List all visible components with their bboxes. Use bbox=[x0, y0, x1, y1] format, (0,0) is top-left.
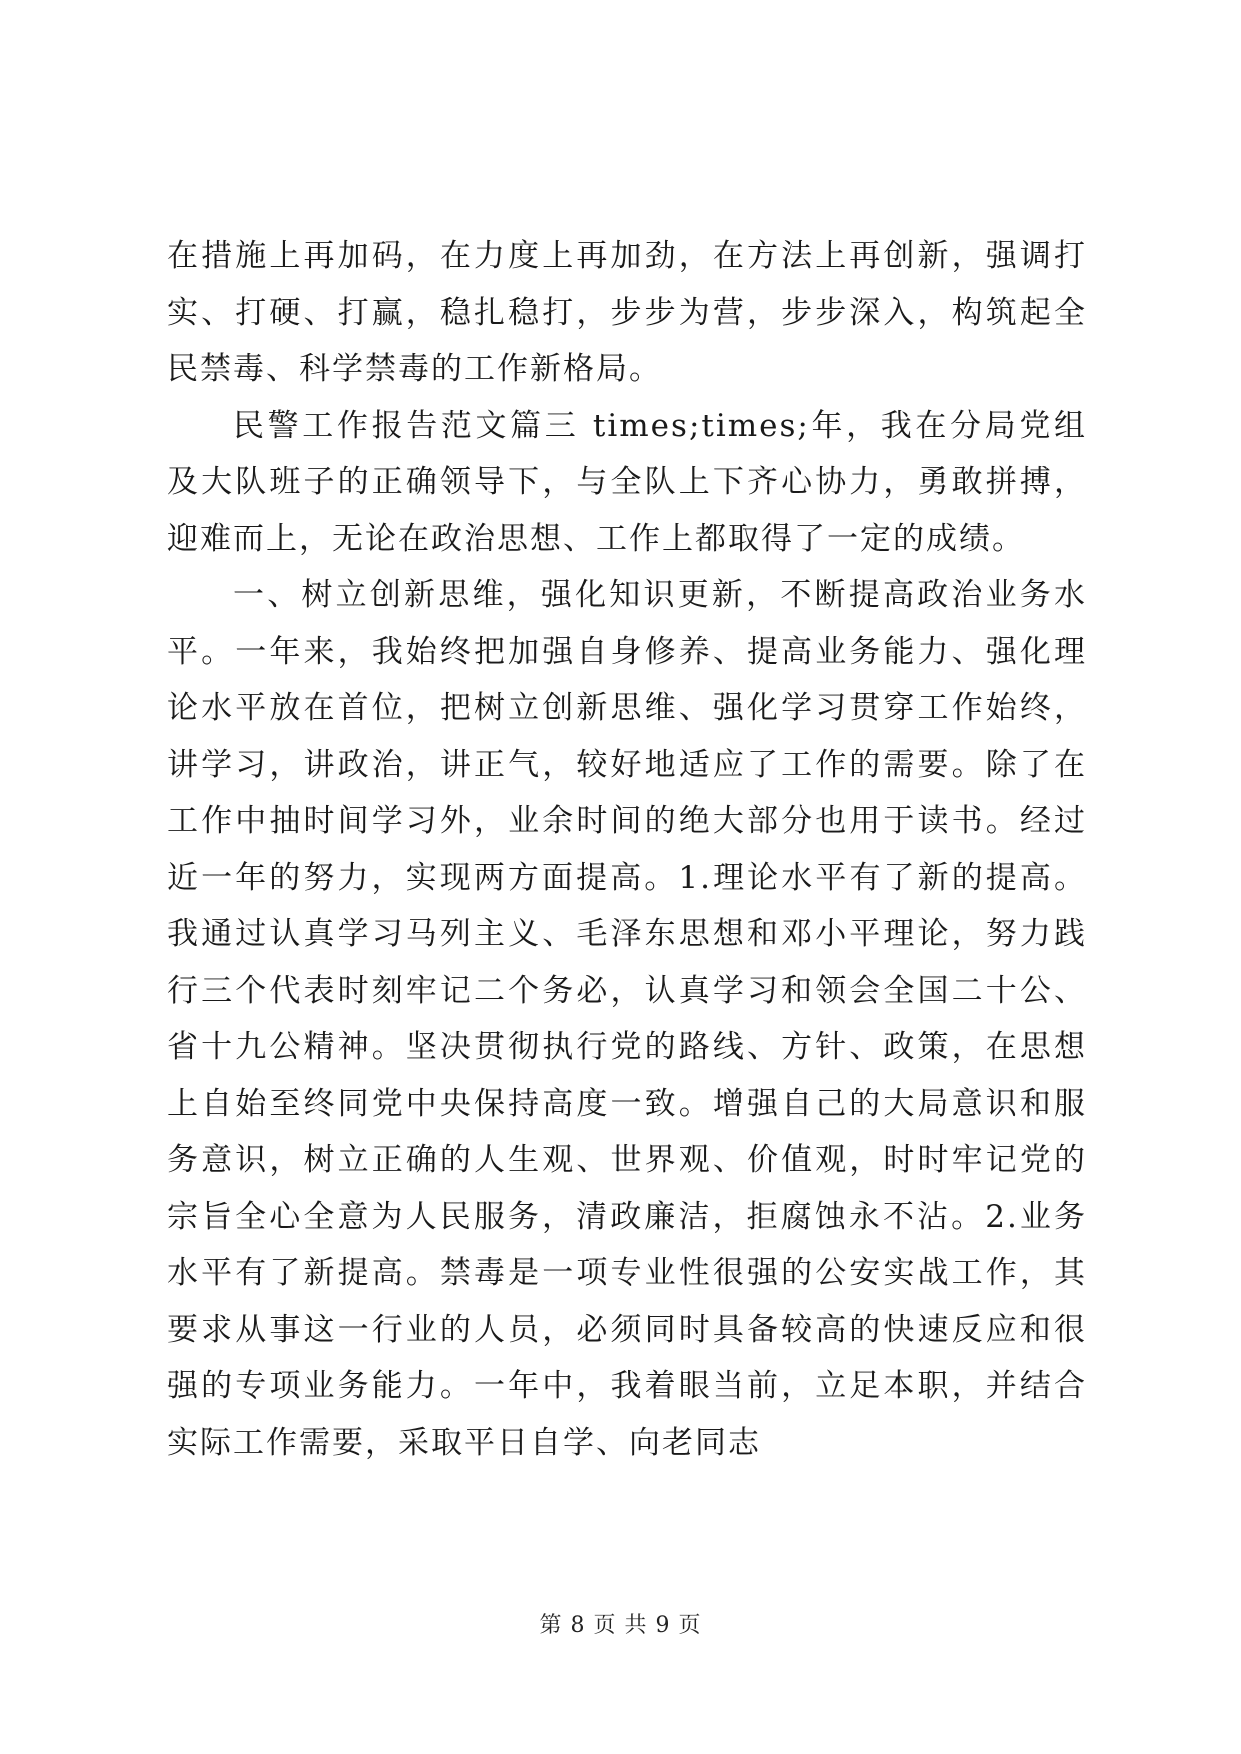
document-body bbox=[167, 228, 1087, 1471]
paragraph-3: 一、树立创新思维，强化知识更新，不断提高政治业务水平。一年来，我始终把加强自身修养、提高业务能力、强化理论水平放在首位，把树立创新思维、强化学习贯穿工作始终，讲学习，讲政治，讲正气，较好地适应了工作的需要。除了在工作中抽时间学习外，业余时间的绝大部分也用于读书。经过近一年的努力，实现两方面提高。1.理论水平有了新的提高。我通过认真学习马列主义、毛泽东思想和邓小平理论，努力践行三个代表时刻牢记二个务必，认真学习和领会全国二十公、省十九公精神。坚决贯彻执行党的路线、方针、政策，在思想上自始至终同党中央保持高度一致。增强自己的大局意识和服务意识，树立正确的人生观、世界观、价值观，时时牢记党的宗旨全心全意为人民服务，清政廉洁，拒腐蚀永不沾。2.业务水平有了新提高。禁毒是一项专业性很强的公安实战工作，其要求从事这一行业的人员，必须同时具备较高的快速反应和很强的专项业务能力。一年中，我着眼当前，立足本职，并结合实际工作需要，采取平日自学、向老同志 bbox=[167, 577, 1087, 1461]
paragraph-2: 民警工作报告范文篇三 times;times;年，我在分局党组及大队班子的正确领导下，与全队上下齐心协力，勇敢拼搏，迎难而上，无论在政治思想、工作上都取得了一定的成绩。 bbox=[167, 407, 1087, 557]
page-footer: 第 8 页 共 9 页 bbox=[539, 1613, 702, 1638]
paragraph-1: 在措施上再加码，在力度上再加劲，在方法上再创新，强调打实、打硬、打赢，稳扎稳打，步步为营，步步深入，构筑起全民禁毒、科学禁毒的工作新格局。 bbox=[167, 238, 1087, 387]
